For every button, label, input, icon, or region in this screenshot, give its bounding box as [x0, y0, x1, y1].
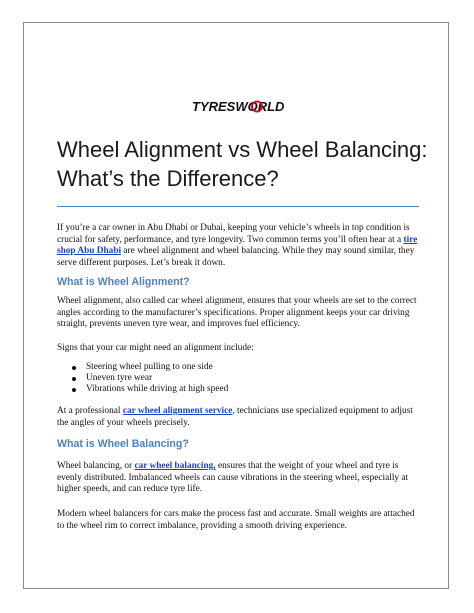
balancing-paragraph: Wheel balancing, or car wheel balancing, ensures that the weight of your wheel and tyre is evenly distributed. Imbalanced wheels can cause vibrations in the steering wheel, especially at higher speeds, and can reduce tyre life. — [57, 461, 409, 495]
logo-text: TYRESWORLD — [192, 99, 285, 114]
signs-list — [57, 362, 419, 396]
signs-intro: Signs that your car might need an alignment include: — [57, 343, 254, 353]
list-item: Uneven tyre wear — [57, 373, 419, 384]
title-divider — [57, 206, 419, 207]
balancers-paragraph: Modern wheel balancers for cars make the process fast and accurate. Small weights are attached to the wheel rim to correct imbalance, providing a smooth driving experience. — [57, 509, 415, 531]
tyresworld-logo — [190, 96, 290, 116]
alignment-service-link[interactable]: car wheel alignment service — [122, 406, 233, 416]
alignment-paragraph: Wheel alignment, also called car wheel alignment, ensures that your wheels are set to the correct angles according to the manufacturer’s specifications. Proper alignment keeps your car driving straight, prevents uneven tyre wear, and improves fuel efficiency. — [57, 296, 417, 330]
wheel-balancing-link[interactable]: car wheel balancing, — [134, 461, 216, 471]
list-item: Steering wheel pulling to one side — [57, 362, 419, 373]
list-item: Vibrations while driving at high speed — [57, 384, 419, 395]
intro-paragraph: If you’re a car owner in Abu Dhabi or Dubai, keeping your vehicle’s wheels in top condition is crucial for safety, performance, and tyre longevity. Two common terms you’ll often hear at a tire shop Abu Dhabi are wheel alignment and wheel balancing. While they may sound similar, they serve different purposes. Let’s break it down. — [57, 223, 418, 268]
page-title: Wheel Alignment vs Wheel Balancing: What’s the Difference? — [57, 137, 428, 191]
section-heading-balancing: What is Wheel Balancing? — [57, 438, 189, 450]
section-heading-alignment: What is Wheel Alignment? — [57, 276, 190, 288]
bullet-icon — [72, 377, 76, 381]
tire-shop-link[interactable]: tire shop Abu Dhabi — [57, 234, 418, 257]
service-paragraph: At a professional car wheel alignment service, technicians use specialized equipment to adjust the angles of your wheels precisely. — [57, 406, 413, 428]
bullet-icon — [72, 388, 76, 392]
bullet-icon — [72, 366, 76, 370]
